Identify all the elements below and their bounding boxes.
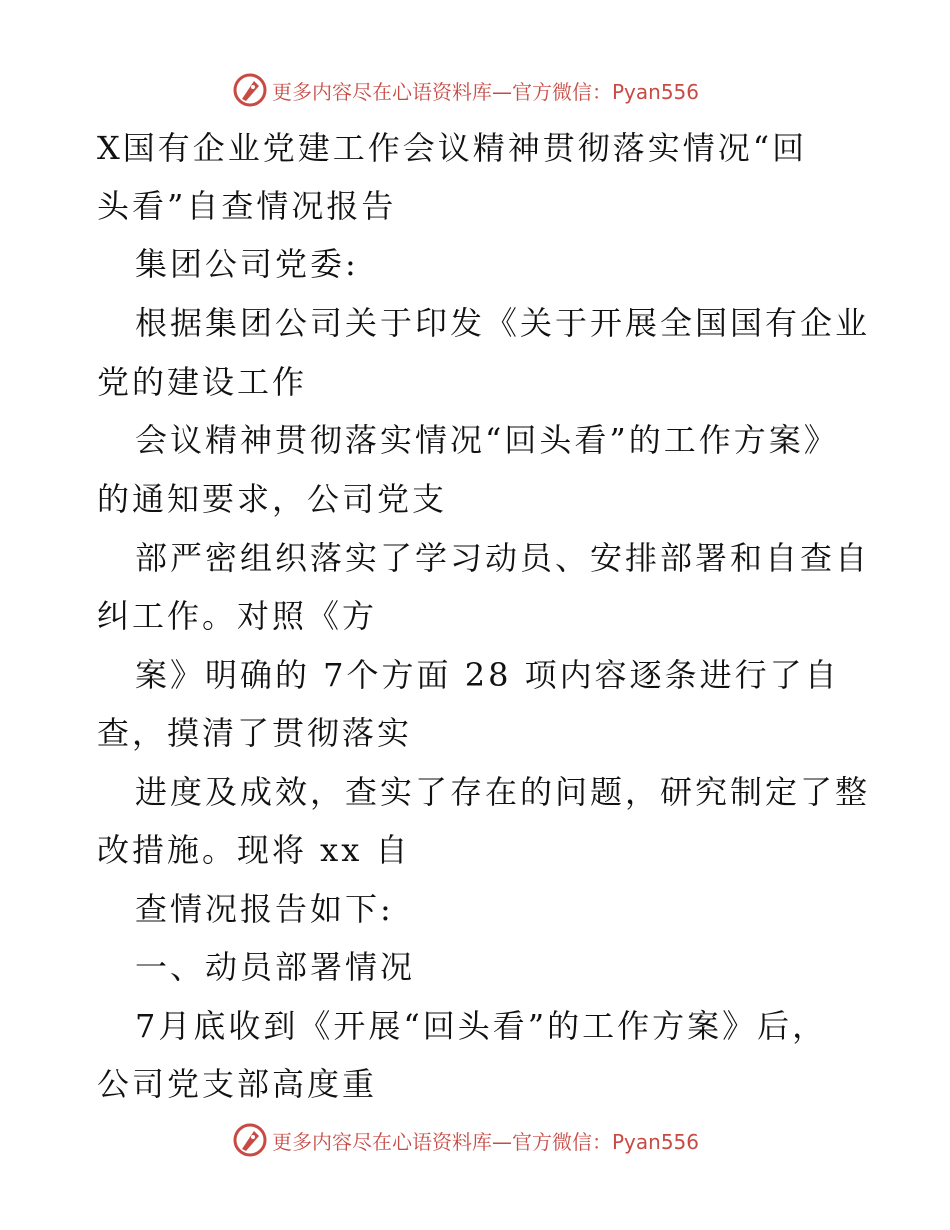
paragraph-line: 的通知要求，公司党支 bbox=[97, 480, 448, 518]
paragraph-line: 纠工作。对照《方 bbox=[97, 597, 378, 635]
salutation: 集团公司党委: bbox=[135, 245, 359, 283]
paragraph-line: 公司党支部高度重 bbox=[97, 1065, 378, 1103]
title-line-2: 头看”自查情况报告 bbox=[97, 187, 397, 225]
footer-watermark bbox=[232, 1120, 699, 1160]
paragraph-line: 7月底收到《开展“回头看”的工作方案》后， bbox=[135, 1007, 828, 1045]
watermark-text: 更多内容尽在心语资料库—官方微信：Pyan556 bbox=[272, 79, 700, 104]
section-heading: 一、动员部署情况 bbox=[135, 948, 416, 986]
paragraph-line: 查情况报告如下: bbox=[135, 890, 394, 928]
header-watermark bbox=[232, 70, 699, 110]
pen-nib-logo-icon bbox=[232, 72, 268, 108]
title-line-1: X国有企业党建工作会议精神贯彻落实情况“回 bbox=[97, 129, 808, 167]
paragraph-line: 根据集团公司关于印发《关于开展全国国有企业 bbox=[135, 304, 871, 342]
paragraph-line: 党的建设工作 bbox=[97, 363, 308, 401]
paragraph-line: 部严密组织落实了学习动员、安排部署和自查自 bbox=[135, 539, 871, 577]
paragraph-line: 查，摸清了贯彻落实 bbox=[97, 714, 413, 752]
paragraph-line: 改措施。现将 xx 自 bbox=[97, 831, 411, 869]
paragraph-line: 会议精神贯彻落实情况“回头看”的工作方案》 bbox=[135, 421, 839, 459]
paragraph-line: 案》明确的 7个方面 28 项内容逐条进行了自 bbox=[135, 656, 840, 694]
paragraph-line: 进度及成效，查实了存在的问题，研究制定了整 bbox=[135, 773, 871, 811]
watermark-text: 更多内容尽在心语资料库—官方微信：Pyan556 bbox=[272, 1129, 700, 1154]
pen-nib-logo-icon bbox=[232, 1122, 268, 1158]
